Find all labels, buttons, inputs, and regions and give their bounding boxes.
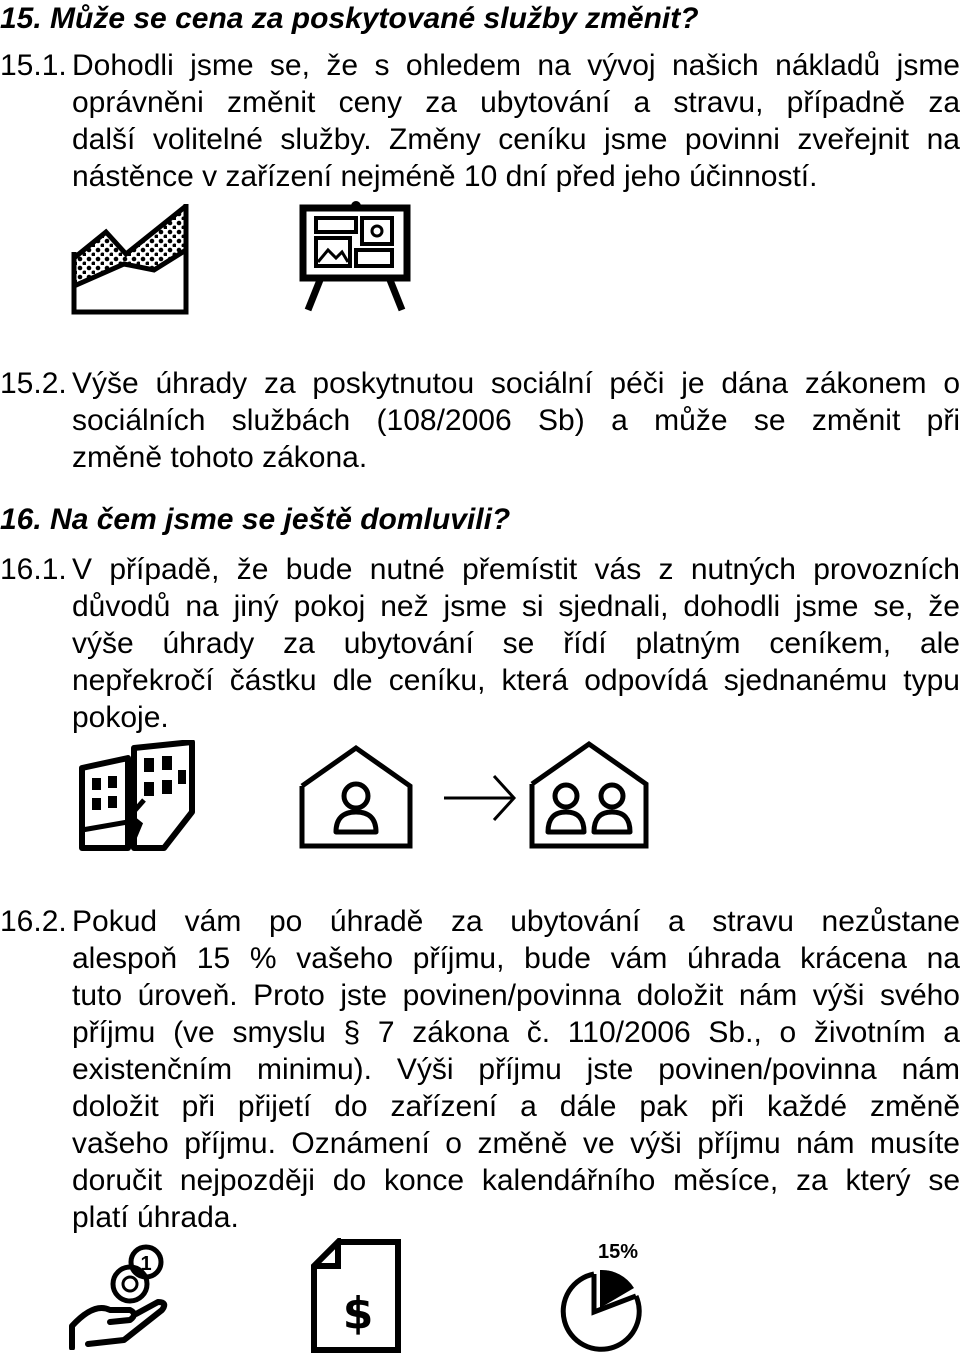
price-chart-icon	[68, 202, 192, 316]
text-line: doložit při přijetí do zařízení a dále pak při každé změně	[72, 1090, 960, 1123]
dollar-document-icon	[308, 1238, 404, 1354]
text-line: existenčním minimu). Výši příjmu jste povinen/povinna nám	[72, 1053, 960, 1086]
paragraph-number-15-2: 15.2.	[0, 367, 67, 400]
text-line: sociálních službách (108/2006 Sb) a může se změnit při	[72, 404, 960, 437]
text-line: vašeho příjmu. Oznámení o změně ve výši příjmu nám musíte	[72, 1127, 960, 1160]
text-line: příjmu (ve smyslu § 7 zákona č. 110/2006 Sb., o životním a	[72, 1016, 960, 1049]
text-line: důvodů na jiný pokoj než jsme si sjednali, dohodli jsme se, že	[72, 590, 960, 623]
text-line: nástěnce v zařízení nejméně 10 dní před jeho účinností.	[72, 160, 818, 193]
text-line: alespoň 15 % vašeho příjmu, bude vám úhrada krácena na	[72, 942, 960, 975]
text-line: Výše úhrady za poskytnutou sociální péči je dána zákonem o	[72, 367, 960, 400]
room-two-persons-icon	[528, 740, 650, 850]
paragraph-16-1	[72, 551, 960, 736]
section-15-heading: 15. Může se cena za poskytované služby změnit?	[0, 2, 699, 35]
text-line: další volitelné služby. Změny ceníku jsme povinni zveřejnit na	[72, 123, 960, 156]
percent-label: 15%	[597, 1241, 639, 1263]
damaged-building-icon	[78, 740, 200, 852]
text-line: platí úhrada.	[72, 1201, 239, 1234]
text-line: tuto úroveň. Proto jste povinen/povinna doložit nám výši svého	[72, 979, 960, 1012]
paragraph-15-2	[72, 365, 960, 476]
room-single-person-icon	[298, 744, 414, 850]
svg-text:$: $	[342, 1288, 374, 1339]
text-line: oprávněni změnit ceny za ubytování a stravu, případně za	[72, 86, 960, 119]
hand-with-coins-icon	[66, 1244, 170, 1350]
paragraph-15-1	[72, 47, 960, 195]
text-line: Dohodli jsme se, že s ohledem na vývoj našich nákladů jsme	[72, 49, 960, 82]
paragraph-number-16-1: 16.1.	[0, 553, 67, 586]
noticeboard-icon	[298, 198, 412, 314]
text-line: V případě, že bude nutné přemístit vás z nutných provozních	[72, 553, 960, 586]
text-line: změně tohoto zákona.	[72, 441, 368, 474]
text-line: Pokud vám po úhradě za ubytování a stravu nezůstane	[72, 905, 960, 938]
paragraph-number-16-2: 16.2.	[0, 905, 67, 938]
text-line: doručit nejpozději do konce kalendářního měsíce, za který se	[72, 1164, 960, 1197]
paragraph-number-15-1: 15.1.	[0, 49, 67, 82]
text-line: pokoje.	[72, 701, 169, 734]
pie-percent-icon	[548, 1238, 658, 1354]
coin-number: 1	[140, 1253, 152, 1275]
paragraph-16-2	[72, 903, 960, 1236]
section-16-heading: 16. Na čem jsme se ještě domluvili?	[0, 503, 511, 536]
text-line: nepřekročí částku dle ceníku, která odpovídá sjednanému typu	[72, 664, 960, 697]
arrow-right-icon	[442, 772, 518, 824]
text-line: výše úhrady za ubytování se řídí platným ceníkem, ale	[72, 627, 960, 660]
